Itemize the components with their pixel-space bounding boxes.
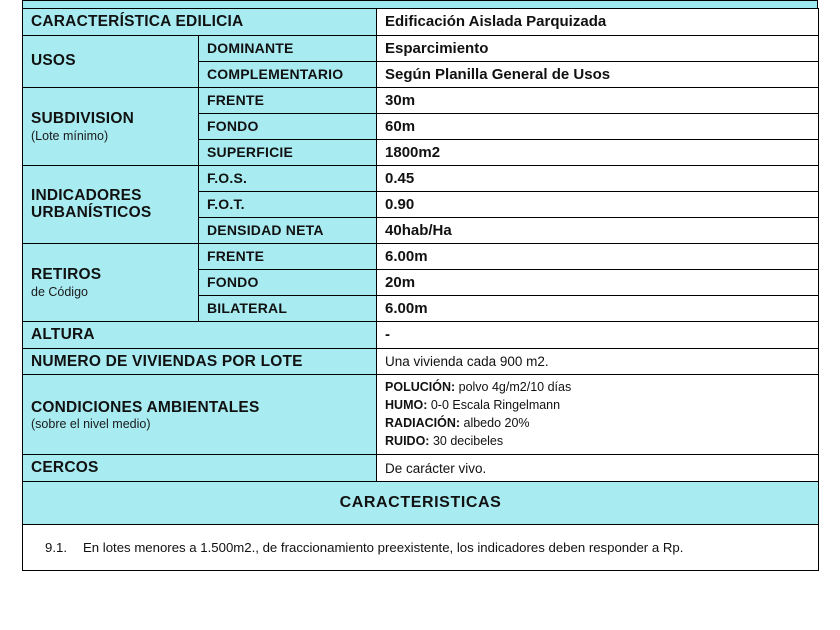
row-value-superficie: 1800m2 [377, 139, 819, 165]
table-row [23, 9, 819, 36]
table-row [23, 375, 819, 455]
table-row [23, 35, 819, 61]
row-value-bilateral: 6.00m [377, 295, 819, 321]
table-row [23, 455, 819, 482]
table-row [23, 348, 819, 375]
table-row [23, 321, 819, 348]
table-row [23, 87, 819, 113]
row-sublabel-frente-subdivision: FRENTE [199, 87, 377, 113]
table-row [23, 165, 819, 191]
characteristics-note [23, 525, 819, 571]
row-label-condiciones-ambientales: CONDICIONES AMBIENTALES (sobre el nivel medio) [23, 375, 377, 455]
row-value-condiciones-ambientales [377, 375, 819, 455]
row-sublabel-densidad-neta: DENSIDAD NETA [199, 217, 377, 243]
list-item: HUMO: 0-0 Escala Ringelmann [385, 398, 561, 413]
row-value-fondo-retiros: 20m [377, 269, 819, 295]
row-sublabel-dominante: DOMINANTE [199, 35, 377, 61]
row-label-retiros: RETIROS de Código [23, 243, 199, 321]
table-row [23, 525, 819, 571]
row-sublabel-complementario: COMPLEMENTARIO [199, 61, 377, 87]
list-item: RUIDO: 30 decibeles [385, 433, 504, 448]
row-value-frente-subdivision: 30m [377, 87, 819, 113]
list-item: POLUCIÓN: polvo 4g/m2/10 días [385, 380, 572, 395]
row-value-numero-viviendas: Una vivienda cada 900 m2. [377, 348, 819, 375]
row-value-fondo-subdivision: 60m [377, 113, 819, 139]
environment-conditions-list [385, 379, 810, 450]
row-sublabel-superficie: SUPERFICIE [199, 139, 377, 165]
row-sublabel-frente-retiros: FRENTE [199, 243, 377, 269]
row-value-frente-retiros: 6.00m [377, 243, 819, 269]
note-item: 9.1. En lotes menores a 1.500m2., de fraccionamiento preexistente, los indicadores deben responder a Rp. [45, 540, 684, 556]
row-value-densidad-neta: 40hab/Ha [377, 217, 819, 243]
row-sublabel-fot: F.O.T. [199, 191, 377, 217]
zoning-indicators-table [22, 8, 819, 571]
row-sublabel-bilateral: BILATERAL [199, 295, 377, 321]
row-sublabel-fondo-subdivision: FONDO [199, 113, 377, 139]
row-label-usos: USOS [23, 35, 199, 87]
row-label-cercos: CERCOS [23, 455, 377, 482]
characteristics-header: CARACTERISTICAS [23, 482, 819, 525]
row-sublabel-fos: F.O.S. [199, 165, 377, 191]
row-value-cercos: De carácter vivo. [377, 455, 819, 482]
list-item: RADIACIÓN: albedo 20% [385, 415, 530, 430]
row-value-complementario: Según Planilla General de Usos [377, 61, 819, 87]
row-value-dominante: Esparcimiento [377, 35, 819, 61]
table-row [23, 482, 819, 525]
row-sublabel-fondo-retiros: FONDO [199, 269, 377, 295]
row-label-caracteristica-edilicia: CARACTERÍSTICA EDILICIA [23, 9, 377, 36]
row-value-fos: 0.45 [377, 165, 819, 191]
table-row [23, 243, 819, 269]
table-top-border [22, 0, 818, 8]
row-label-numero-viviendas: NUMERO DE VIVIENDAS POR LOTE [23, 348, 377, 375]
row-value-altura: - [377, 321, 819, 348]
row-label-subdivision: SUBDIVISION (Lote mínimo) [23, 87, 199, 165]
row-label-indicadores-urbanisticos: INDICADORES URBANÍSTICOS [23, 165, 199, 243]
row-label-altura: ALTURA [23, 321, 377, 348]
row-value-caracteristica-edilicia: Edificación Aislada Parquizada [377, 9, 819, 36]
row-value-fot: 0.90 [377, 191, 819, 217]
